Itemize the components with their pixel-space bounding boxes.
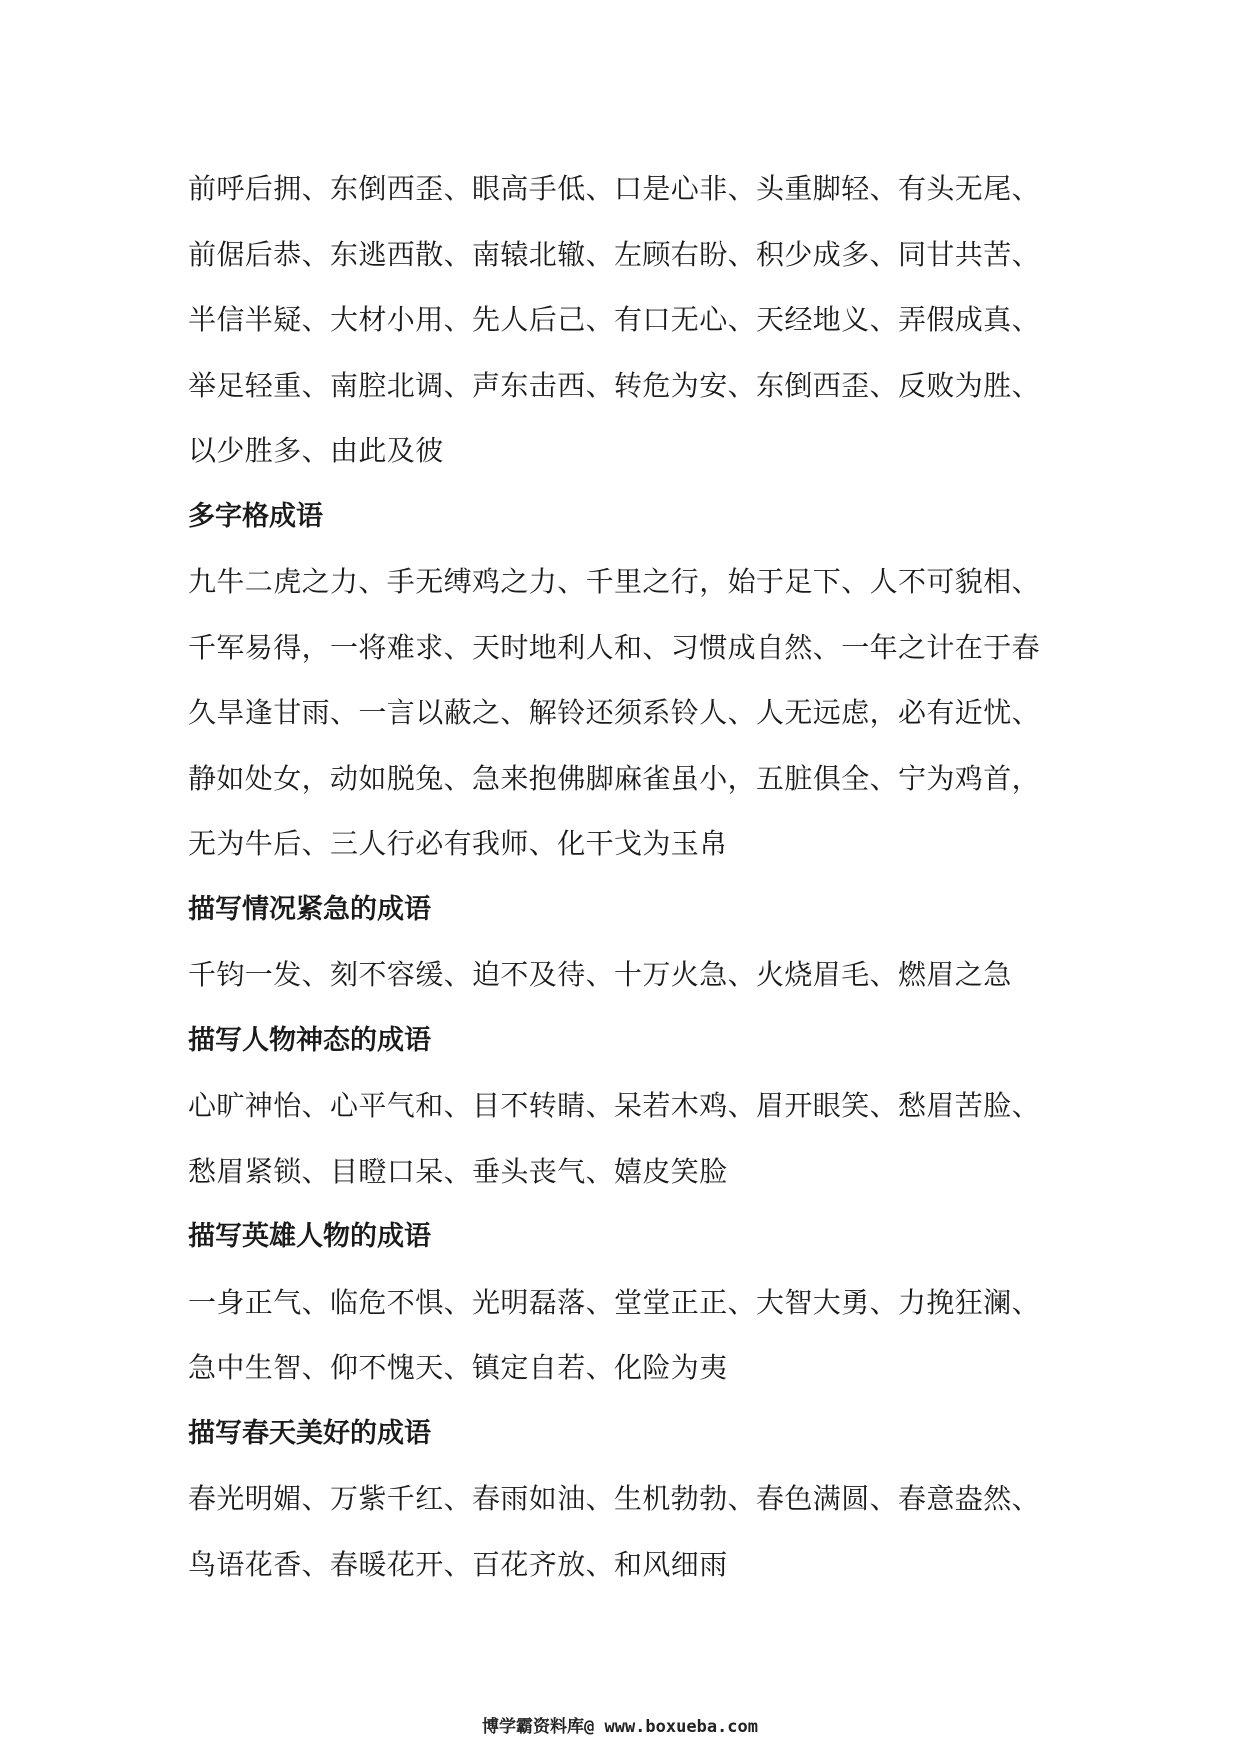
text-line: 千军易得，一将难求、天时地利人和、习惯成自然、一年之计在于春 <box>188 630 1041 664</box>
text-line: 久旱逢甘雨、一言以蔽之、解铃还须系铃人、人无远虑，必有近忧、 <box>188 696 1041 729</box>
section-heading: 描写情况紧急的成语 <box>188 893 431 925</box>
section-spring-idioms <box>188 1401 1068 1598</box>
text-line: 愁眉紧锁、目瞪口呆、垂头丧气、嬉皮笑脸 <box>188 1154 728 1188</box>
text-line: 春光明媚、万紫千红、春雨如油、生机勃勃、春色满圆、春意盎然、 <box>188 1482 1041 1515</box>
text-line: 一身正气、临危不惧、光明磊落、堂堂正正、大智大勇、力挽狂澜、 <box>188 1285 1041 1319</box>
section-urgent-idioms <box>188 877 1068 1008</box>
section-heading: 描写春天美好的成语 <box>188 1417 431 1449</box>
text-line: 无为牛后、三人行必有我师、化干戈为玉帛 <box>188 827 728 860</box>
section-heading: 多字格成语 <box>188 500 323 532</box>
section-multi-char-idioms <box>188 484 1068 877</box>
text-line: 静如处女，动如脱兔、急来抱佛脚麻雀虽小，五脏俱全、宁为鸡首， <box>188 761 1041 795</box>
text-line: 前呼后拥、东倒西歪、眼高手低、口是心非、头重脚轻、有头无尾、 <box>188 172 1041 205</box>
text-line: 以少胜多、由此及彼 <box>188 434 444 467</box>
document-body <box>188 156 1068 1597</box>
text-line: 前倨后恭、东逃西散、南辕北辙、左顾右盼、积少成多、同甘共苦、 <box>188 237 1041 271</box>
text-line: 千钧一发、刻不容缓、迫不及待、十万火急、火烧眉毛、燃眉之急 <box>188 958 1012 991</box>
section-intro <box>188 156 1068 484</box>
text-line: 心旷神怡、心平气和、目不转睛、呆若木鸡、眉开眼笑、愁眉苦脸、 <box>188 1089 1041 1122</box>
section-heading: 描写人物神态的成语 <box>188 1024 431 1056</box>
text-line: 半信半疑、大材小用、先人后己、有口无心、天经地义、弄假成真、 <box>188 303 1041 336</box>
section-hero-idioms <box>188 1204 1068 1401</box>
text-line: 急中生智、仰不愧天、镇定自若、化险为夷 <box>188 1351 728 1384</box>
section-heading: 描写英雄人物的成语 <box>188 1221 431 1252</box>
text-line: 举足轻重、南腔北调、声东击西、转危为安、东倒西歪、反败为胜、 <box>188 368 1041 402</box>
text-line: 鸟语花香、春暖花开、百花齐放、和风细雨 <box>188 1547 728 1581</box>
section-expression-idioms <box>188 1008 1068 1205</box>
footer-watermark: 博学霸资料库@ www.boxueba.com <box>482 1717 758 1737</box>
text-line: 九牛二虎之力、手无缚鸡之力、千里之行，始于足下、人不可貌相、 <box>188 565 1041 598</box>
